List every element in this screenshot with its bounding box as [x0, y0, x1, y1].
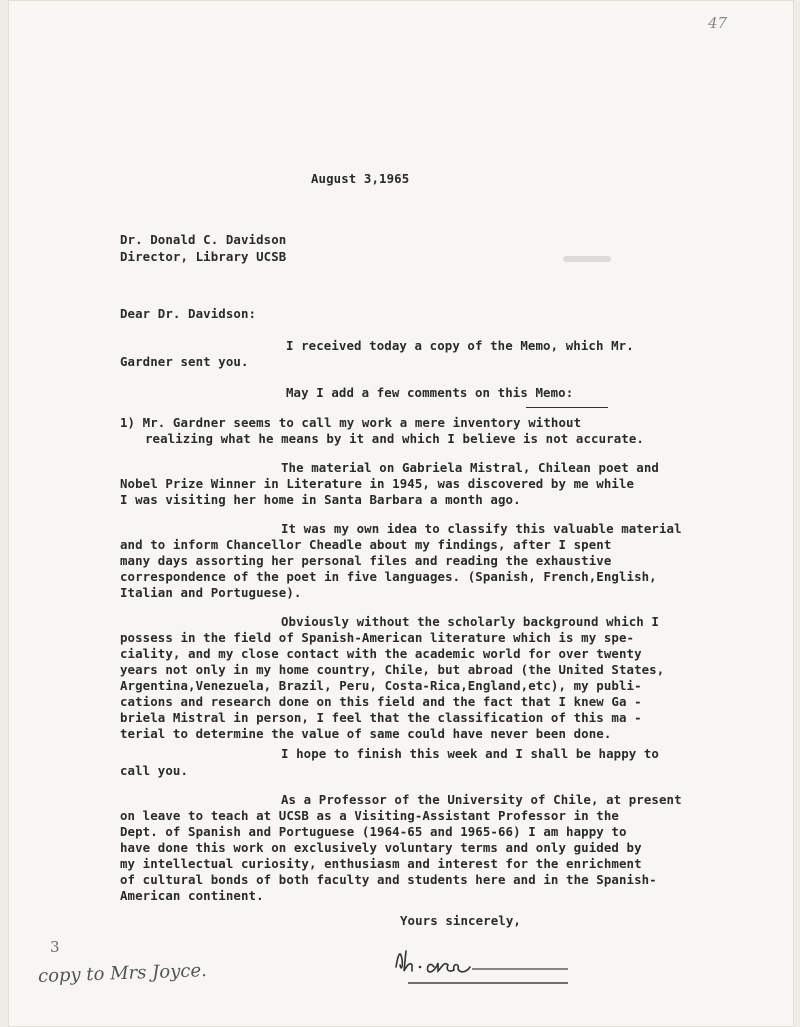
paragraph-line: years not only in my home country, Chile, but abroad (the United States,: [120, 662, 665, 677]
paragraph-line: I hope to finish this week and I shall be happy to: [281, 746, 659, 761]
paragraph-line: realizing what he means by it and which I believe is not accurate.: [145, 431, 644, 446]
handwritten-copy-note: copy to Mrs Joyce.: [37, 960, 208, 987]
paragraph-line: possess in the field of Spanish-American literature which is my spe-: [120, 630, 635, 645]
closing: Yours sincerely,: [400, 913, 521, 928]
paragraph-line: on leave to teach at UCSB as a Visiting-Assistant Professor in the: [120, 808, 619, 823]
paragraph-line: As a Professor of the University of Chile, at present: [281, 792, 682, 807]
paragraph-line: ciality, and my close contact with the academic world for over twenty: [120, 646, 642, 661]
paragraph-line: call you.: [120, 763, 189, 778]
paragraph-line: I was visiting her home in Santa Barbara a month ago.: [120, 492, 521, 507]
paragraph-line: Argentina,Venezuela, Brazil, Peru, Costa-Rica,England,etc), my publi-: [120, 678, 642, 693]
paragraph-line: briela Mistral in person, I feel that the classification of this ma -: [120, 710, 642, 725]
paragraph-line: It was my own idea to classify this valuable material: [281, 521, 682, 536]
letter-page: [8, 0, 794, 1027]
paragraph-line: Nobel Prize Winner in Literature in 1945, was discovered by me while: [120, 476, 635, 491]
paragraph-line: The material on Gabriela Mistral, Chilean poet and: [281, 460, 659, 475]
paragraph-line: of cultural bonds of both faculty and students here and in the Spanish-: [120, 872, 657, 887]
paragraph-line: I received today a copy of the Memo, which Mr.: [286, 338, 634, 353]
paragraph-line: cations and research done on this field and the fact that I knew Ga -: [120, 694, 642, 709]
recipient-name: Dr. Donald C. Davidson: [120, 232, 287, 247]
paragraph-line: May I add a few comments on this Memo:: [286, 385, 574, 400]
handwritten-number: 3: [50, 938, 60, 956]
signature-drawing: [388, 937, 588, 987]
paragraph-line: Obviously without the scholarly background which I: [281, 614, 659, 629]
smudge-mark: [563, 256, 611, 262]
page-number: 47: [708, 14, 728, 32]
paragraph-line: have done this work on exclusively voluntary terms and only guided by: [120, 840, 642, 855]
paragraph-line: American continent.: [120, 888, 264, 903]
salutation: Dear Dr. Davidson:: [120, 306, 257, 321]
paragraph-line: terial to determine the value of same could have never been done.: [120, 726, 612, 741]
recipient-title: Director, Library UCSB: [120, 249, 287, 264]
paragraph-line: and to inform Chancellor Cheadle about my findings, after I spent: [120, 537, 612, 552]
paragraph-line: Gardner sent you.: [120, 354, 249, 369]
inventory-underline: [526, 407, 608, 408]
paragraph-line: correspondence of the poet in five languages. (Spanish, French,English,: [120, 569, 657, 584]
signature: [388, 937, 588, 987]
paragraph-line: many days assorting her personal files and reading the exhaustive: [120, 553, 612, 568]
paragraph-line: Dept. of Spanish and Portuguese (1964-65 and 1965-66) I am happy to: [120, 824, 627, 839]
paragraph-line: Italian and Portuguese).: [120, 585, 302, 600]
paragraph-line: my intellectual curiosity, enthusiasm and interest for the enrichment: [120, 856, 642, 871]
letter-date: August 3,1965: [311, 171, 410, 186]
paragraph-line: 1) Mr. Gardner seems to call my work a mere inventory without: [120, 415, 582, 430]
